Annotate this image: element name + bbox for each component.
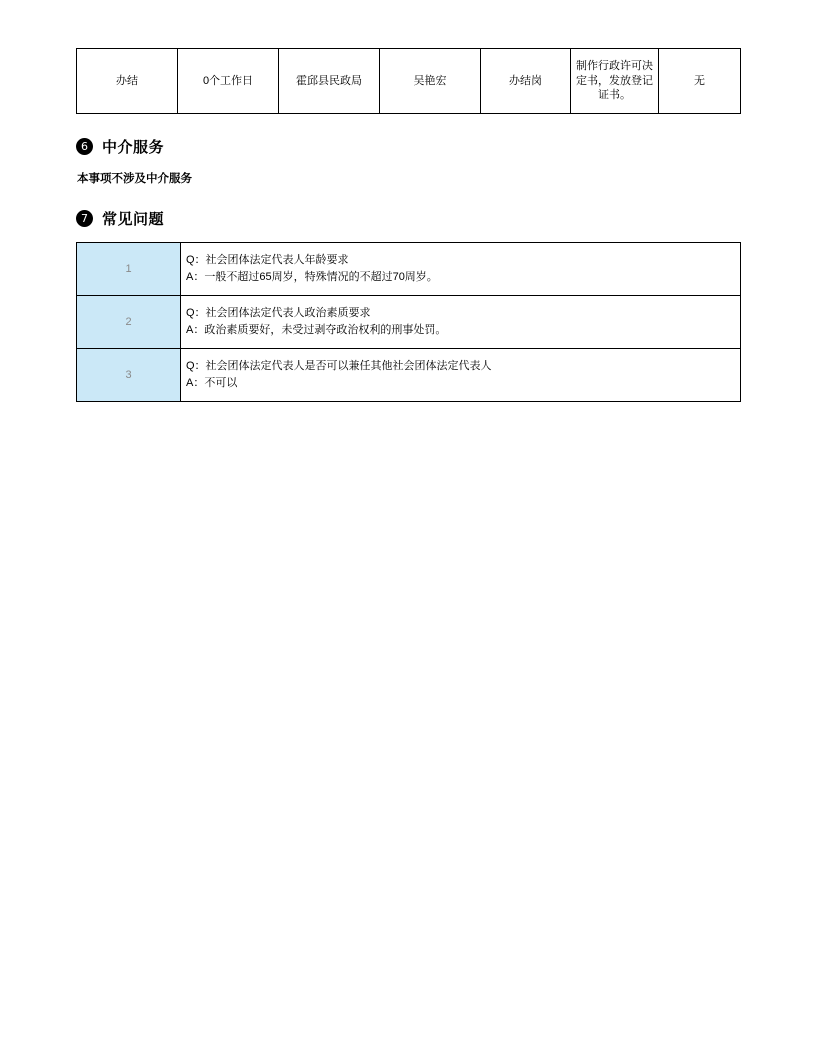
process-table xyxy=(76,48,741,114)
cell-post: 办结岗 xyxy=(481,49,571,114)
faq-question: Q：社会团体法定代表人是否可以兼任其他社会团体法定代表人 xyxy=(186,359,492,372)
section-title-faq: 常见问题 xyxy=(102,211,165,228)
faq-question: Q：社会团体法定代表人年龄要求 xyxy=(186,253,349,266)
faq-answer: A：一般不超过65周岁，特殊情况的不超过70周岁。 xyxy=(186,271,438,283)
section-heading-faq xyxy=(76,208,740,229)
section-heading-intermediary xyxy=(76,136,740,157)
section-number-badge: 6 xyxy=(76,138,93,155)
cell-department: 霍邱县民政局 xyxy=(279,49,380,114)
section-title-intermediary: 中介服务 xyxy=(102,139,165,156)
faq-index: 3 xyxy=(77,349,181,402)
section-number-badge: 7 xyxy=(76,210,93,227)
faq-index: 2 xyxy=(77,296,181,349)
faq-content xyxy=(181,296,741,349)
cell-person: 吴艳宏 xyxy=(380,49,481,114)
table-row xyxy=(77,296,741,349)
faq-answer: A：不可以 xyxy=(186,377,238,389)
table-row xyxy=(77,349,741,402)
faq-content xyxy=(181,349,741,402)
table-row xyxy=(77,243,741,296)
faq-table xyxy=(76,242,741,402)
cell-note: 无 xyxy=(659,49,741,114)
faq-answer: A：政治素质要好，未受过剥夺政治权利的刑事处罚。 xyxy=(186,324,447,336)
faq-question: Q：社会团体法定代表人政治素质要求 xyxy=(186,306,371,319)
faq-index: 1 xyxy=(77,243,181,296)
faq-content xyxy=(181,243,741,296)
cell-action: 制作行政许可决定书，发放登记证书。 xyxy=(571,49,659,114)
cell-duration: 0个工作日 xyxy=(178,49,279,114)
table-row xyxy=(77,49,741,114)
cell-status: 办结 xyxy=(77,49,178,114)
intermediary-body-text: 本事项不涉及中介服务 xyxy=(77,173,192,185)
